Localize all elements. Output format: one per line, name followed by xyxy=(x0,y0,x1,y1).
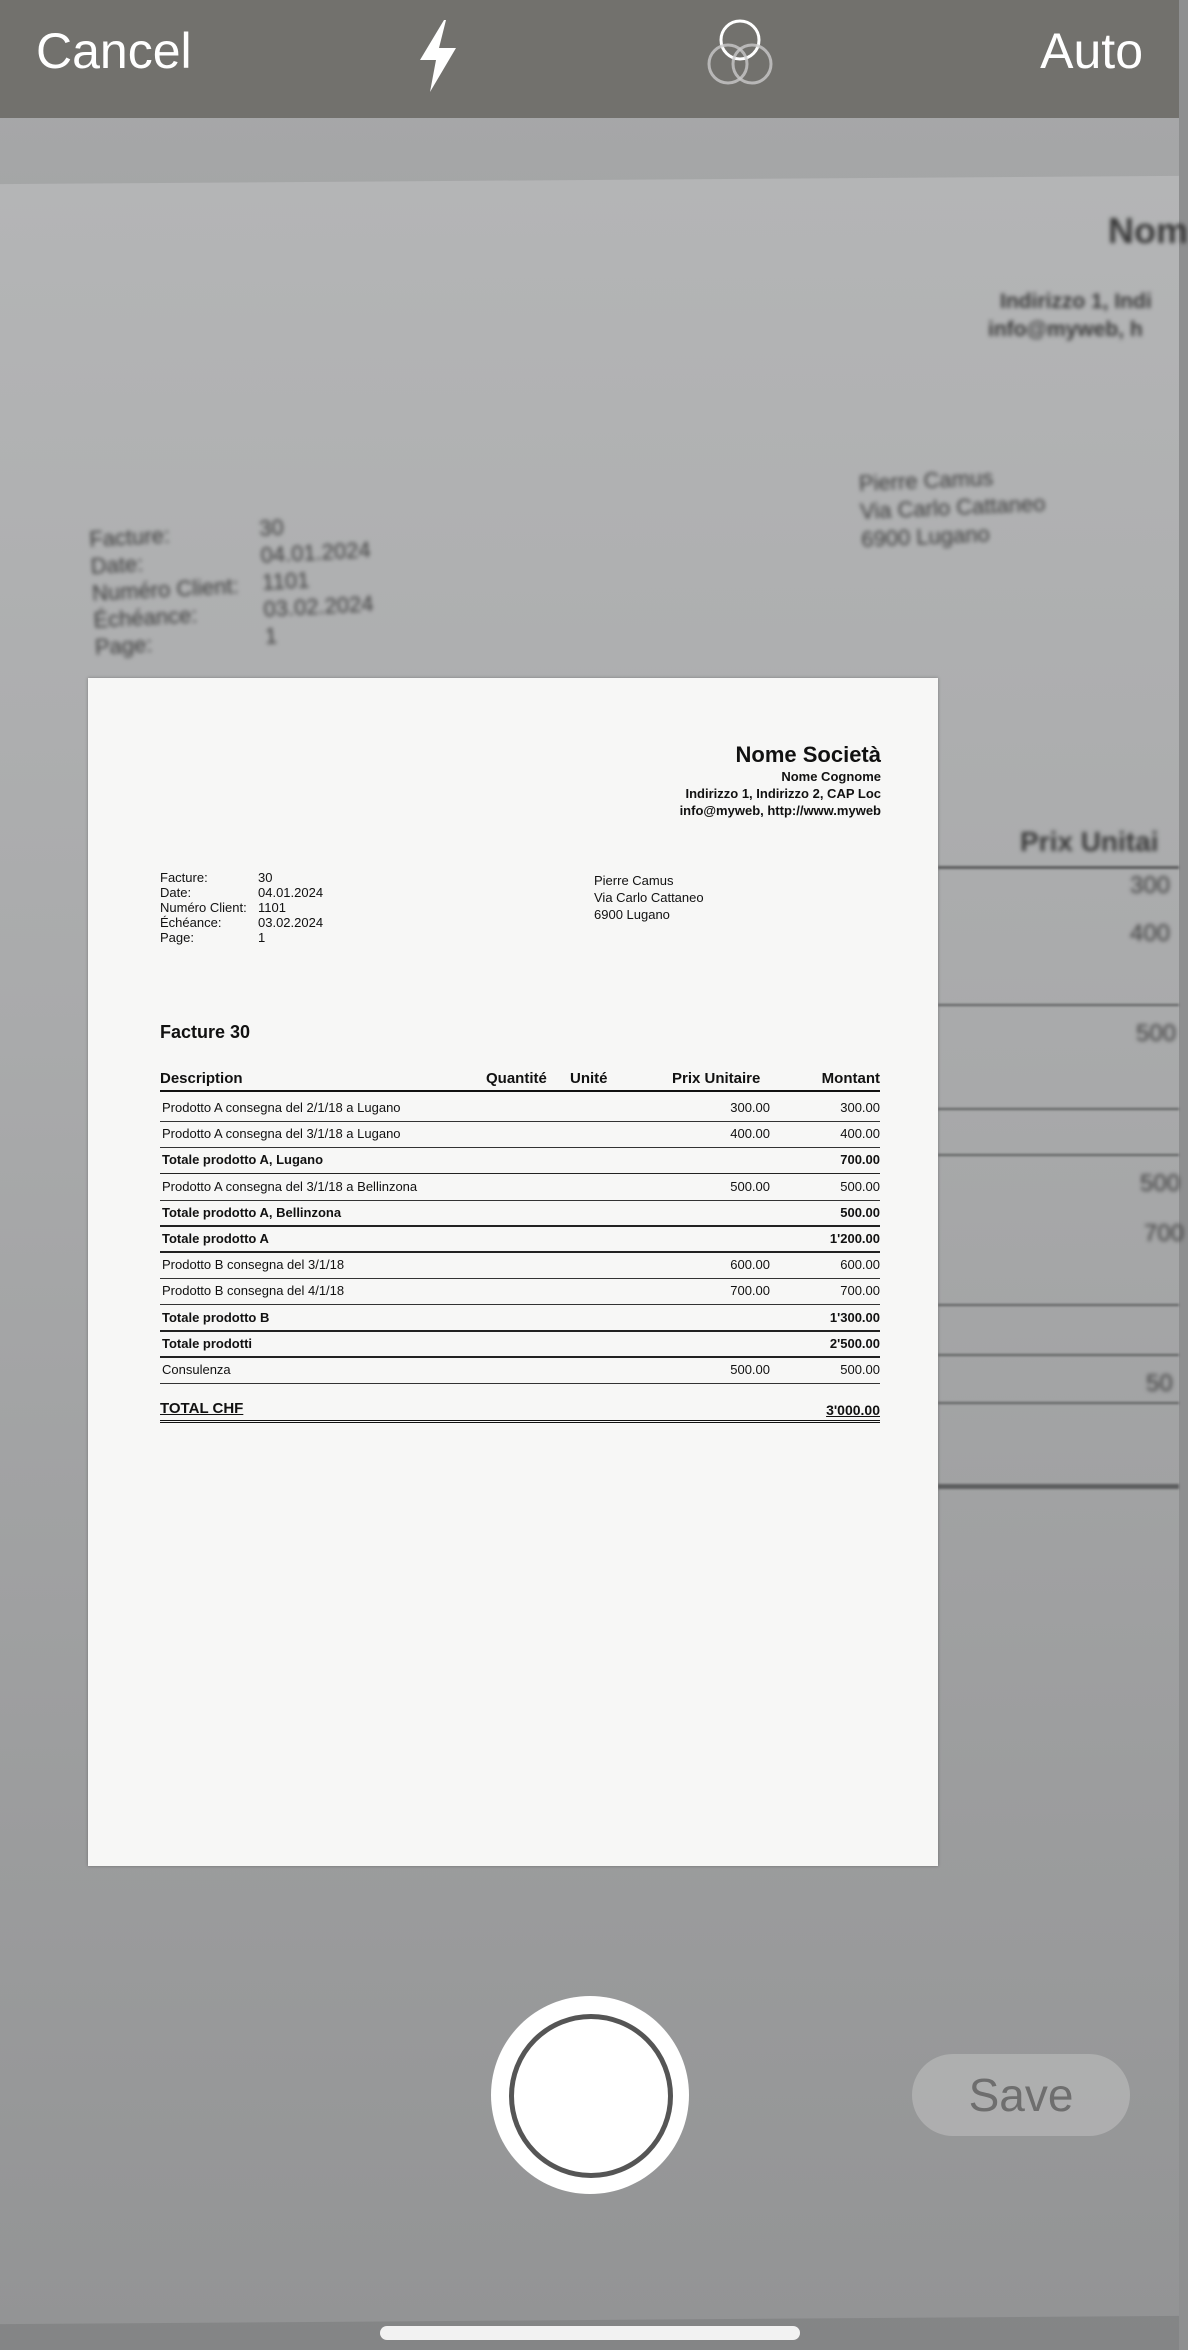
row-rule xyxy=(160,1383,880,1384)
row-description: Totale prodotto A xyxy=(162,1231,269,1246)
meta-label: Échéance: xyxy=(160,915,222,930)
bg-table-rule xyxy=(938,866,1179,869)
bg-meta-label: Échéance: xyxy=(92,602,198,633)
bg-meta-value: 1 xyxy=(264,623,278,649)
filters-icon xyxy=(702,16,778,92)
bg-total-rule xyxy=(938,1484,1179,1489)
invoice-meta-labels xyxy=(160,870,247,945)
row-amount: 300.00 xyxy=(840,1100,880,1115)
bg-meta-label: Page: xyxy=(94,631,154,660)
row-amount: 700.00 xyxy=(840,1283,880,1299)
row-amount: 1'200.00 xyxy=(829,1231,880,1246)
bg-prix-header: Prix Unitai xyxy=(1020,826,1159,857)
company-web: info@myweb, http://www.myweb xyxy=(679,803,881,818)
meta-value: 1101 xyxy=(258,900,286,915)
bg-client-street: Via Carlo Cattaneo xyxy=(859,490,1046,525)
bg-table-rule xyxy=(938,1354,1179,1356)
row-description: Prodotto A consegna del 3/1/18 a Lugano xyxy=(162,1126,401,1142)
row-amount: 500.00 xyxy=(840,1178,880,1194)
row-unit-price: 700.00 xyxy=(730,1283,770,1299)
table-row xyxy=(160,1122,880,1148)
save-button[interactable]: Save xyxy=(912,2054,1130,2136)
invoice-meta-values xyxy=(258,870,323,945)
row-description: Consulenza xyxy=(162,1362,231,1377)
table-row xyxy=(160,1096,880,1122)
row-description: Totale prodotto A, Bellinzona xyxy=(162,1204,342,1220)
bg-price: 500 xyxy=(1140,1170,1181,1197)
bg-meta-labels xyxy=(89,518,243,660)
bg-price: 300 xyxy=(1130,872,1171,899)
home-indicator[interactable] xyxy=(380,2326,800,2340)
bg-table-rule xyxy=(938,1154,1179,1156)
bg-table-rule xyxy=(938,1004,1179,1006)
subtotal-row xyxy=(160,1332,880,1358)
bg-meta-value: 30 xyxy=(258,514,285,541)
bg-company-name: Nom xyxy=(1108,210,1188,251)
company-name: Nome Società xyxy=(735,742,881,767)
table-row xyxy=(160,1175,880,1201)
row-unit-price: 500.00 xyxy=(730,1362,770,1377)
invoice-title: Facture 30 xyxy=(160,1022,251,1042)
row-amount: 600.00 xyxy=(840,1257,880,1273)
meta-label: Numéro Client: xyxy=(160,900,247,915)
meta-value: 30 xyxy=(258,870,273,885)
capture-mode-button[interactable]: Auto xyxy=(1040,23,1143,79)
row-description: Prodotto B consegna del 3/1/18 xyxy=(162,1257,345,1273)
meta-label: Facture: xyxy=(160,870,208,885)
header-rule xyxy=(160,1090,880,1092)
detected-document xyxy=(88,678,938,1866)
recipient-city: 6900 Lugano xyxy=(594,907,670,922)
row-amount: 1'300.00 xyxy=(829,1309,880,1325)
total-double-rule xyxy=(160,1420,880,1423)
row-description: Prodotto A consegna del 3/1/18 a Bellinzona xyxy=(162,1178,418,1194)
bg-price: 400 xyxy=(1130,920,1171,947)
total-row xyxy=(160,1398,880,1424)
shutter-inner-ring xyxy=(509,2014,673,2178)
column-header-unit: Unité xyxy=(570,1070,608,1087)
meta-value: 04.01.2024 xyxy=(258,885,324,900)
lightning-bolt-icon xyxy=(408,16,468,96)
column-header-unit-price: Prix Unitaire xyxy=(672,1070,761,1087)
bg-table-rule xyxy=(938,1402,1179,1404)
bg-meta-value: 04.01.2024 xyxy=(260,537,372,568)
bg-price: 500 xyxy=(1136,1020,1177,1047)
row-amount: 500.00 xyxy=(840,1362,880,1377)
column-header-description: Description xyxy=(160,1070,243,1087)
row-amount: 400.00 xyxy=(840,1126,880,1142)
bg-meta-label: Date: xyxy=(90,551,144,579)
company-header xyxy=(680,742,881,819)
bg-meta-value: 03.02.2024 xyxy=(262,591,375,622)
row-description: Totale prodotti xyxy=(162,1335,253,1351)
company-address: Indirizzo 1, Indirizzo 2, CAP Loc xyxy=(685,786,881,801)
row-amount: 2'500.00 xyxy=(829,1335,880,1351)
subtotal-row xyxy=(160,1148,880,1174)
shutter-button[interactable] xyxy=(491,1996,689,2194)
bg-meta-value: 1101 xyxy=(261,567,310,595)
row-unit-price: 500.00 xyxy=(730,1178,770,1194)
cancel-button[interactable]: Cancel xyxy=(36,23,192,79)
bg-table-rule xyxy=(938,1108,1179,1110)
row-unit-price: 300.00 xyxy=(730,1100,770,1115)
row-description: Prodotto A consegna del 2/1/18 a Lugano xyxy=(162,1100,401,1115)
camera-top-bar xyxy=(0,0,1179,118)
row-amount: 700.00 xyxy=(840,1152,880,1168)
total-label: TOTAL CHF xyxy=(160,1400,244,1418)
meta-label: Date: xyxy=(160,885,192,900)
bg-price: 50 xyxy=(1146,1370,1173,1397)
bg-price: 700 xyxy=(1144,1220,1185,1247)
total-amount: 3'000.00 xyxy=(826,1402,880,1419)
row-unit-price: 600.00 xyxy=(730,1257,770,1273)
row-description: Prodotto B consegna del 4/1/18 xyxy=(162,1283,345,1299)
bg-client-name: Pierre Camus xyxy=(858,465,994,497)
column-header-amount: Montant xyxy=(821,1070,880,1087)
bg-web-line: info@myweb, h xyxy=(988,318,1143,341)
table-row xyxy=(160,1253,880,1279)
recipient-street: Via Carlo Cattaneo xyxy=(594,890,704,905)
column-header-quantity: Quantité xyxy=(486,1070,547,1087)
meta-value: 1 xyxy=(258,930,266,945)
bg-client-city: 6900 Lugano xyxy=(860,521,991,553)
subtotal-row xyxy=(160,1306,880,1332)
bg-meta-values xyxy=(259,509,376,650)
table-row xyxy=(160,1358,880,1384)
meta-value: 03.02.2024 xyxy=(258,915,324,930)
subtotal-row xyxy=(160,1227,880,1253)
row-amount: 500.00 xyxy=(840,1204,880,1220)
recipient-name: Pierre Camus xyxy=(594,873,674,888)
subtotal-row xyxy=(160,1201,880,1227)
table-row xyxy=(160,1279,880,1305)
filters-button[interactable] xyxy=(702,16,778,92)
flash-button[interactable] xyxy=(408,16,468,96)
meta-label: Page: xyxy=(160,930,194,945)
row-unit-price: 400.00 xyxy=(730,1126,770,1142)
row-description: Totale prodotto B xyxy=(162,1309,270,1325)
bg-meta-label: Facture: xyxy=(88,522,171,552)
bg-address-line: Indirizzo 1, Indi xyxy=(1000,290,1152,313)
bg-table-rule xyxy=(938,1304,1179,1306)
row-description: Totale prodotto A, Lugano xyxy=(162,1152,324,1168)
bg-meta-label: Numéro Client: xyxy=(91,573,240,606)
contact-name: Nome Cognome xyxy=(781,769,881,784)
bg-client-block xyxy=(858,462,1047,554)
recipient-address xyxy=(594,872,704,923)
